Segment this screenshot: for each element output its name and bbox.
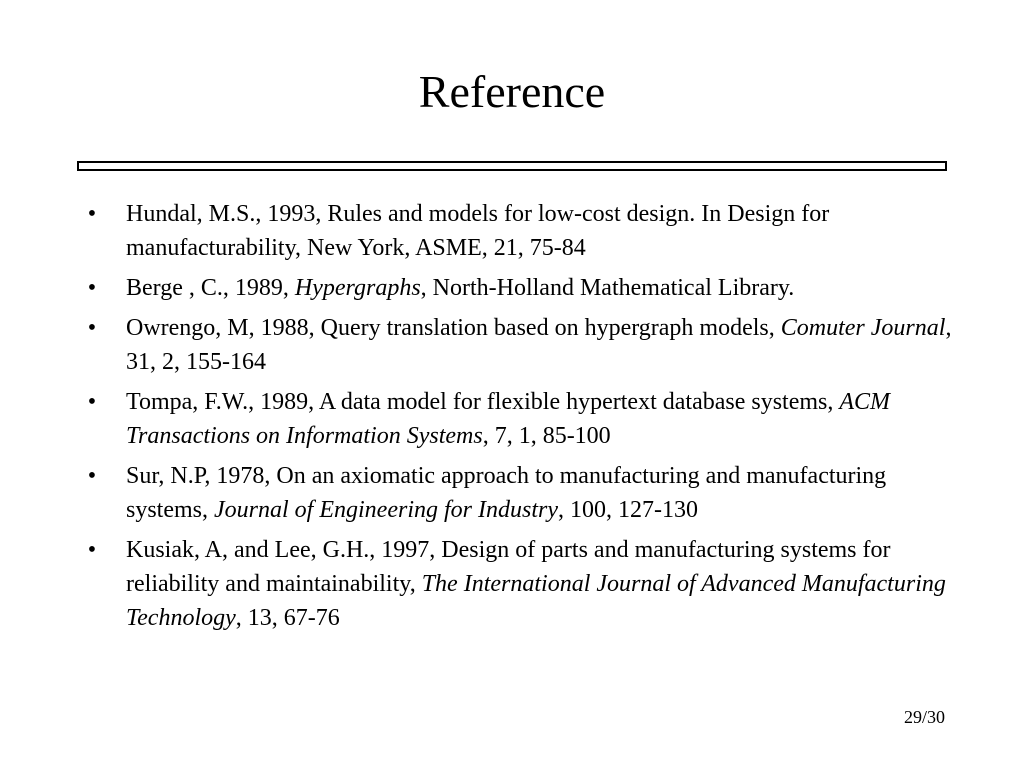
- reference-text: Owrengo, M, 1988, Query translation based on hypergraph models,: [126, 315, 781, 341]
- page-number: 29/30: [903, 707, 945, 727]
- title-divider: [77, 161, 947, 171]
- bullet-icon: •: [87, 389, 97, 415]
- reference-text: , 7, 1, 85-100: [482, 423, 611, 449]
- reference-source-italic: ACM Transactions on Information Systems: [126, 389, 891, 449]
- reference-text: , 13, 67-76: [235, 605, 340, 631]
- reference-text: Berge , C., 1989,: [126, 275, 295, 301]
- reference-text: , 31, 2, 155-164: [126, 315, 952, 375]
- slide-title: Reference: [418, 66, 606, 117]
- reference-source-italic: Comuter Journal: [780, 315, 946, 341]
- reference-item: [82, 385, 952, 453]
- reference-item: [82, 311, 952, 379]
- bullet-icon: •: [87, 201, 97, 227]
- reference-text: Sur, N.P, 1978, On an axiomatic approach to manufacturing and manufacturing systems,: [126, 463, 887, 523]
- bullet-icon: •: [87, 537, 97, 563]
- reference-text: Kusiak, A, and Lee, G.H., 1997, Design of parts and manufacturing systems for reliability and maintainability,: [126, 537, 891, 597]
- reference-item: [82, 459, 952, 527]
- reference-source-italic: Journal of Engineering for Industry: [214, 497, 558, 523]
- bullet-icon: •: [87, 315, 97, 341]
- reference-text: Tompa, F.W., 1989, A data model for flexible hypertext database systems,: [126, 389, 840, 415]
- reference-text: , 100, 127-130: [557, 497, 698, 523]
- reference-source-italic: The International Journal of Advanced Manufacturing Technology: [126, 571, 946, 631]
- reference-item: [82, 197, 952, 265]
- reference-source-italic: Hypergraphs: [294, 275, 421, 301]
- bullet-icon: •: [87, 463, 97, 489]
- reference-text: , North-Holland Mathematical Library.: [420, 275, 795, 301]
- reference-item: [82, 533, 952, 635]
- reference-item: [82, 271, 952, 305]
- reference-list: [82, 197, 952, 641]
- reference-text: Hundal, M.S., 1993, Rules and models for low-cost design. In Design for manufacturability, New York, ASME, 21, 75-84: [126, 201, 830, 261]
- bullet-icon: •: [87, 275, 97, 301]
